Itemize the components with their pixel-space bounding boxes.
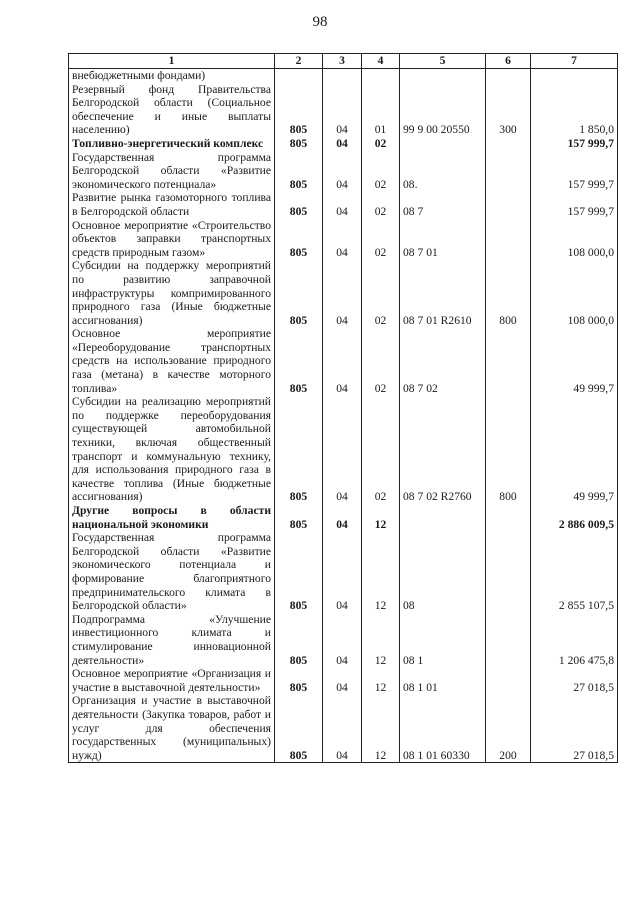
row-name: Подпрограмма «Улучшение инвестиционного климата и стимулирование инновационной деятельности» [69, 613, 275, 667]
row-amount: 157 999,7 [531, 137, 618, 151]
row-section: 04 [323, 327, 362, 395]
row-section: 04 [323, 694, 362, 762]
row-subsection [362, 69, 400, 83]
row-target-article [400, 69, 486, 83]
row-amount: 108 000,0 [531, 259, 618, 327]
budget-table [68, 53, 618, 763]
row-admin-code: 805 [275, 191, 323, 218]
row-amount [531, 69, 618, 83]
row-subsection: 12 [362, 504, 400, 531]
row-target-article: 08. [400, 151, 486, 192]
row-admin-code: 805 [275, 151, 323, 192]
row-amount: 157 999,7 [531, 151, 618, 192]
row-subsection: 02 [362, 327, 400, 395]
row-expense-type: 300 [486, 83, 531, 137]
row-amount: 49 999,7 [531, 395, 618, 504]
row-name: Резервный фонд Правительства Белгородской области (Социальное обеспечение и иные выплаты населению) [69, 83, 275, 137]
row-expense-type [486, 531, 531, 613]
row-subsection: 02 [362, 219, 400, 260]
row-subsection: 12 [362, 694, 400, 762]
row-target-article: 08 1 [400, 613, 486, 667]
row-admin-code [275, 69, 323, 83]
col-header-4: 4 [362, 54, 400, 69]
row-expense-type [486, 327, 531, 395]
row-subsection: 02 [362, 191, 400, 218]
row-name: Субсидии на поддержку мероприятий по развитию заправочной инфраструктуры компримированного природного газа (Иные бюджетные ассигнования) [69, 259, 275, 327]
row-expense-type [486, 667, 531, 694]
row-expense-type [486, 137, 531, 151]
table-row [69, 694, 618, 762]
row-expense-type [486, 504, 531, 531]
row-target-article: 08 7 01 [400, 219, 486, 260]
row-section: 04 [323, 613, 362, 667]
col-header-1: 1 [69, 54, 275, 69]
row-admin-code: 805 [275, 259, 323, 327]
table-row [69, 327, 618, 395]
row-subsection: 01 [362, 83, 400, 137]
row-admin-code: 805 [275, 327, 323, 395]
row-expense-type: 800 [486, 395, 531, 504]
row-admin-code: 805 [275, 694, 323, 762]
col-header-2: 2 [275, 54, 323, 69]
row-section: 04 [323, 191, 362, 218]
table-row [69, 69, 618, 83]
row-name: Другие вопросы в области национальной экономики [69, 504, 275, 531]
table-row [69, 137, 618, 151]
row-subsection: 02 [362, 137, 400, 151]
row-name: внебюджетными фондами) [69, 69, 275, 83]
row-admin-code: 805 [275, 395, 323, 504]
row-name: Субсидии на реализацию мероприятий по поддержке переоборудования существующей автомобильной техники, включая общественный транспорт и коммунальную технику, для использования природного газа в качестве топлива (Иные бюджетные ассигнования) [69, 395, 275, 504]
table-header-row [69, 54, 618, 69]
row-name: Государственная программа Белгородской области «Развитие экономического потенциала» [69, 151, 275, 192]
row-expense-type [486, 191, 531, 218]
table-row [69, 531, 618, 613]
row-target-article: 08 1 01 60330 [400, 694, 486, 762]
row-target-article: 08 1 01 [400, 667, 486, 694]
col-header-5: 5 [400, 54, 486, 69]
row-admin-code: 805 [275, 531, 323, 613]
table-row [69, 151, 618, 192]
row-target-article: 08 7 [400, 191, 486, 218]
row-admin-code: 805 [275, 219, 323, 260]
row-amount: 2 855 107,5 [531, 531, 618, 613]
col-header-6: 6 [486, 54, 531, 69]
row-amount: 27 018,5 [531, 667, 618, 694]
row-name: Основное мероприятие «Переоборудование транспортных средств на использование природного газа (метана) в качестве моторного топлива» [69, 327, 275, 395]
row-amount: 49 999,7 [531, 327, 618, 395]
row-section: 04 [323, 667, 362, 694]
row-section: 04 [323, 219, 362, 260]
row-name: Топливно-энергетический комплекс [69, 137, 275, 151]
table-row [69, 613, 618, 667]
row-subsection: 02 [362, 151, 400, 192]
row-amount: 1 206 475,8 [531, 613, 618, 667]
row-expense-type: 800 [486, 259, 531, 327]
row-section: 04 [323, 137, 362, 151]
col-header-3: 3 [323, 54, 362, 69]
row-target-article: 99 9 00 20550 [400, 83, 486, 137]
row-expense-type [486, 613, 531, 667]
row-amount: 108 000,0 [531, 219, 618, 260]
row-target-article: 08 7 01 R2610 [400, 259, 486, 327]
row-section [323, 69, 362, 83]
row-expense-type: 200 [486, 694, 531, 762]
row-amount: 2 886 009,5 [531, 504, 618, 531]
row-admin-code: 805 [275, 137, 323, 151]
row-subsection: 12 [362, 667, 400, 694]
row-name: Основное мероприятие «Строительство объектов заправки транспортных средств природным газом» [69, 219, 275, 260]
row-admin-code: 805 [275, 504, 323, 531]
col-header-7: 7 [531, 54, 618, 69]
row-target-article [400, 137, 486, 151]
row-name: Развитие рынка газомоторного топлива в Белгородской области [69, 191, 275, 218]
row-admin-code: 805 [275, 667, 323, 694]
table-row [69, 83, 618, 137]
row-subsection: 02 [362, 395, 400, 504]
row-section: 04 [323, 531, 362, 613]
row-name: Организация и участие в выставочной деятельности (Закупка товаров, работ и услуг для обеспечения государственных (муниципальных) нужд) [69, 694, 275, 762]
row-target-article: 08 7 02 R2760 [400, 395, 486, 504]
row-section: 04 [323, 259, 362, 327]
table-row [69, 191, 618, 218]
page-number: 98 [312, 14, 328, 30]
row-subsection: 12 [362, 531, 400, 613]
row-name: Государственная программа Белгородской области «Развитие экономического потенциала и формирование благоприятного предпринимательского климата в Белгородской области» [69, 531, 275, 613]
row-name: Основное мероприятие «Организация и участие в выставочной деятельности» [69, 667, 275, 694]
row-subsection: 02 [362, 259, 400, 327]
row-section: 04 [323, 504, 362, 531]
row-admin-code: 805 [275, 613, 323, 667]
row-amount: 27 018,5 [531, 694, 618, 762]
table-row [69, 259, 618, 327]
row-amount: 1 850,0 [531, 83, 618, 137]
row-amount: 157 999,7 [531, 191, 618, 218]
row-target-article [400, 504, 486, 531]
row-expense-type [486, 69, 531, 83]
row-section: 04 [323, 151, 362, 192]
row-expense-type [486, 219, 531, 260]
row-target-article: 08 7 02 [400, 327, 486, 395]
row-target-article: 08 [400, 531, 486, 613]
row-expense-type [486, 151, 531, 192]
table-row [69, 504, 618, 531]
row-section: 04 [323, 395, 362, 504]
row-admin-code: 805 [275, 83, 323, 137]
row-subsection: 12 [362, 613, 400, 667]
table-row [69, 219, 618, 260]
row-section: 04 [323, 83, 362, 137]
table-row [69, 395, 618, 504]
table-row [69, 667, 618, 694]
